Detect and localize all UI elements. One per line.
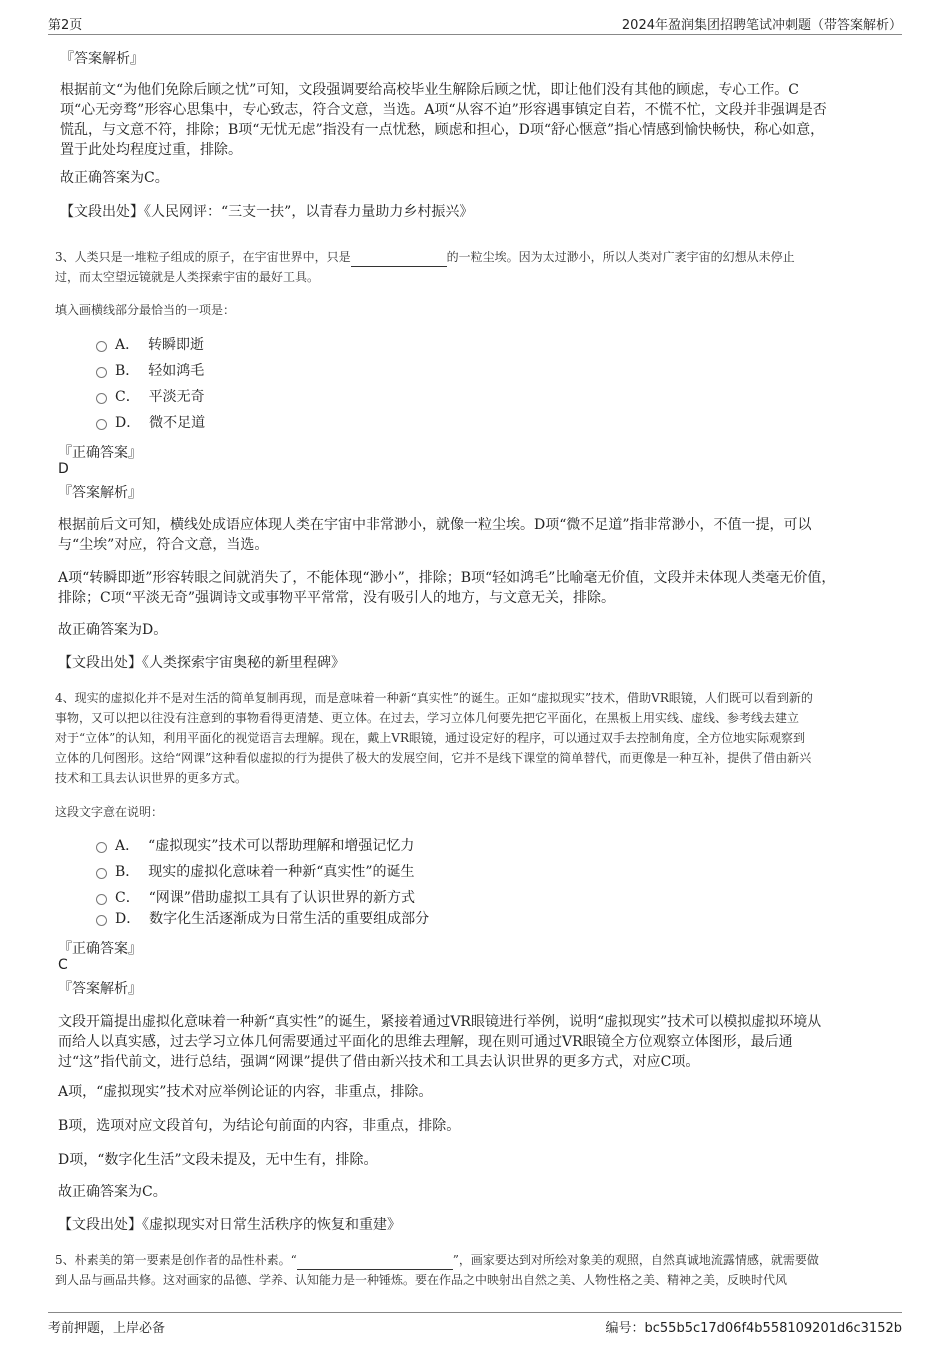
analysis-label: 『答案解析』 (58, 981, 142, 997)
question-5-stem (55, 1250, 819, 1290)
text-line: 文段开篇提出虚拟化意味着一种新“真实性”的诞生，紧接着通过VR眼镜进行举例，说明“虚拟现实”技术可以模拟虚拟环境从 (58, 1014, 822, 1030)
conclusion: 故正确答案为D。 (58, 622, 168, 638)
radio-icon[interactable] (96, 894, 107, 905)
analysis-paragraph (60, 80, 827, 160)
option-c[interactable]: C． “网课”借助虚拟工具有了认识世界的新方式 (96, 887, 415, 909)
text-line: 而给人以真实感，过去学习立体几何需要通过平面化的思维去理解，现在则可通过VR眼镜全方位观察立体图形，最后通 (58, 1034, 793, 1050)
analysis-paragraph (58, 515, 812, 555)
question-3-stem (55, 247, 795, 287)
text-line: 过“这”指代前文，进行总结，强调“网课”提供了借由新兴技术和工具去认识世界的更多方式，对应C项。 (58, 1054, 700, 1070)
conclusion: 故正确答案为C。 (58, 1184, 167, 1200)
question-prompt: 填入画横线部分最恰当的一项是： (55, 303, 236, 317)
text-line: 慌乱，与文意不符，排除；B项“无忧无虑”指没有一点忧愁，顾虑和担心，D项“舒心惬意”指心情感到愉快畅快，称心如意， (60, 122, 825, 138)
text-line: 到人品与画品共修。这对画家的品德、学养、认知能力是一种锤炼。要在作品之中映射出自然之美、人物性格之美、精神之美，反映时代风 (55, 1273, 788, 1287)
correct-answer: C (58, 957, 68, 973)
source-citation: 【文段出处】《虚拟现实对日常生活秩序的恢复和重建》 (58, 1217, 401, 1233)
radio-icon[interactable] (96, 419, 107, 430)
radio-icon[interactable] (96, 842, 107, 853)
analysis-option-b: B项，选项对应文段首句，为结论句前面的内容，非重点，排除。 (58, 1118, 461, 1134)
fill-blank (351, 252, 447, 267)
page-number: 第2页 (48, 18, 83, 33)
text-line: 技术和工具去认识世界的更多方式。 (55, 771, 248, 785)
radio-icon[interactable] (96, 868, 107, 879)
text-line: 置于此处均程度过重，排除。 (60, 142, 242, 158)
text-line: 事物，又可以把以往没有注意到的事物看得更清楚、更立体。在过去，学习立体几何要先把它平面化，在黑板上用实线、虚线、参考线去建立 (55, 711, 800, 725)
text-line: 5、朴素美的第一要素是创作者的品性朴素。“ ”，画家要达到对所绘对象美的观照，自然真诚地流露情感，就需要做 (55, 1250, 819, 1270)
option-b[interactable]: B． 轻如鸿毛 (96, 360, 204, 382)
radio-icon[interactable] (96, 393, 107, 404)
text-line: 立体的几何图形。这给“网课”这种看似虚拟的行为提供了极大的发展空间，它并不是线下课堂的简单替代，而更像是一种互补，提供了借由新兴 (55, 751, 812, 765)
radio-icon[interactable] (96, 915, 107, 926)
page-header (48, 14, 902, 35)
text-line: 对于“立体”的认知，利用平面化的视觉语言去理解。现在，戴上VR眼镜，通过设定好的程序，可以通过双手去控制角度，全方位地实际观察到 (55, 731, 805, 745)
text-line: 根据前后文可知，横线处成语应体现人类在宇宙中非常渺小，就像一粒尘埃。D项“微不足道”指非常渺小，不值一提，可以 (58, 517, 812, 533)
analysis-option-d: D项，“数字化生活”文段未提及，无中生有，排除。 (58, 1152, 378, 1168)
option-d[interactable]: D． 微不足道 (96, 412, 205, 434)
correct-answer-label: 『正确答案』 (58, 941, 142, 957)
analysis-label: 『答案解析』 (60, 51, 144, 67)
question-prompt: 这段文字意在说明： (55, 805, 164, 819)
analysis-paragraph (58, 1012, 821, 1072)
text-line: 3、人类只是一堆粒子组成的原子，在宇宙世界中，只是 的一粒尘埃。因为太过渺小，所以人类对广袤宇宙的幻想从未停止 (55, 247, 795, 267)
page-footer (48, 1312, 902, 1338)
question-4-stem (55, 688, 813, 788)
text-line: 根据前文“为他们免除后顾之忧”可知，文段强调要给高校毕业生解除后顾之忧，即让他们没有其他的顾虑，专心工作。C (60, 82, 800, 98)
analysis-label: 『答案解析』 (58, 485, 142, 501)
option-a[interactable]: A． “虚拟现实”技术可以帮助理解和增强记忆力 (96, 835, 414, 857)
conclusion: 故正确答案为C。 (60, 170, 169, 186)
correct-answer-label: 『正确答案』 (58, 445, 142, 461)
source-citation: 【文段出处】《人民网评：“三支一扶”，以青春力量助力乡村振兴》 (60, 204, 474, 220)
text-line: 项“心无旁骛”形容心思集中，专心致志，符合文意，当选。A项“从容不迫”形容遇事镇定自若，不慌不忙，文段并非强调是否 (60, 102, 827, 118)
document-title: 2024年盈润集团招聘笔试冲刺题（带答案解析） (621, 18, 902, 33)
analysis-option-a: A项，“虚拟现实”技术对应举例论证的内容，非重点，排除。 (58, 1084, 433, 1100)
radio-icon[interactable] (96, 367, 107, 378)
document-id: 编号：bc55b5c17d06f4b558109201d6c3152b (605, 1321, 902, 1336)
correct-answer: D (58, 461, 69, 477)
option-c[interactable]: C． 平淡无奇 (96, 386, 205, 408)
text-line: 排除；C项“平淡无奇”强调诗文或事物平平常常，没有吸引人的地方，与文意无关，排除。 (58, 590, 616, 606)
text-line: 与“尘埃”对应，符合文意，当选。 (58, 537, 269, 553)
fill-blank (297, 1255, 453, 1270)
option-d[interactable]: D． 数字化生活逐渐成为日常生活的重要组成部分 (96, 908, 429, 930)
option-b[interactable]: B． 现实的虚拟化意味着一种新“真实性”的诞生 (96, 861, 415, 883)
text-line: 过，而太空望远镜就是人类探索宇宙的最好工具。 (55, 270, 320, 284)
source-citation: 【文段出处】《人类探索宇宙奥秘的新里程碑》 (58, 655, 345, 671)
text-line: 4、现实的虚拟化并不是对生活的简单复制再现，而是意味着一种新“真实性”的诞生。正如“虚拟现实”技术，借助VR眼镜，人们既可以看到新的 (55, 691, 813, 705)
analysis-paragraph (58, 568, 835, 608)
option-a[interactable]: A． 转瞬即逝 (96, 334, 204, 356)
footer-slogan: 考前押题，上岸必备 (48, 1321, 166, 1336)
text-line: A项“转瞬即逝”形容转眼之间就消失了，不能体现“渺小”，排除；B项“轻如鸿毛”比喻毫无价值，文段并未体现人类毫无价值， (58, 570, 836, 586)
radio-icon[interactable] (96, 341, 107, 352)
